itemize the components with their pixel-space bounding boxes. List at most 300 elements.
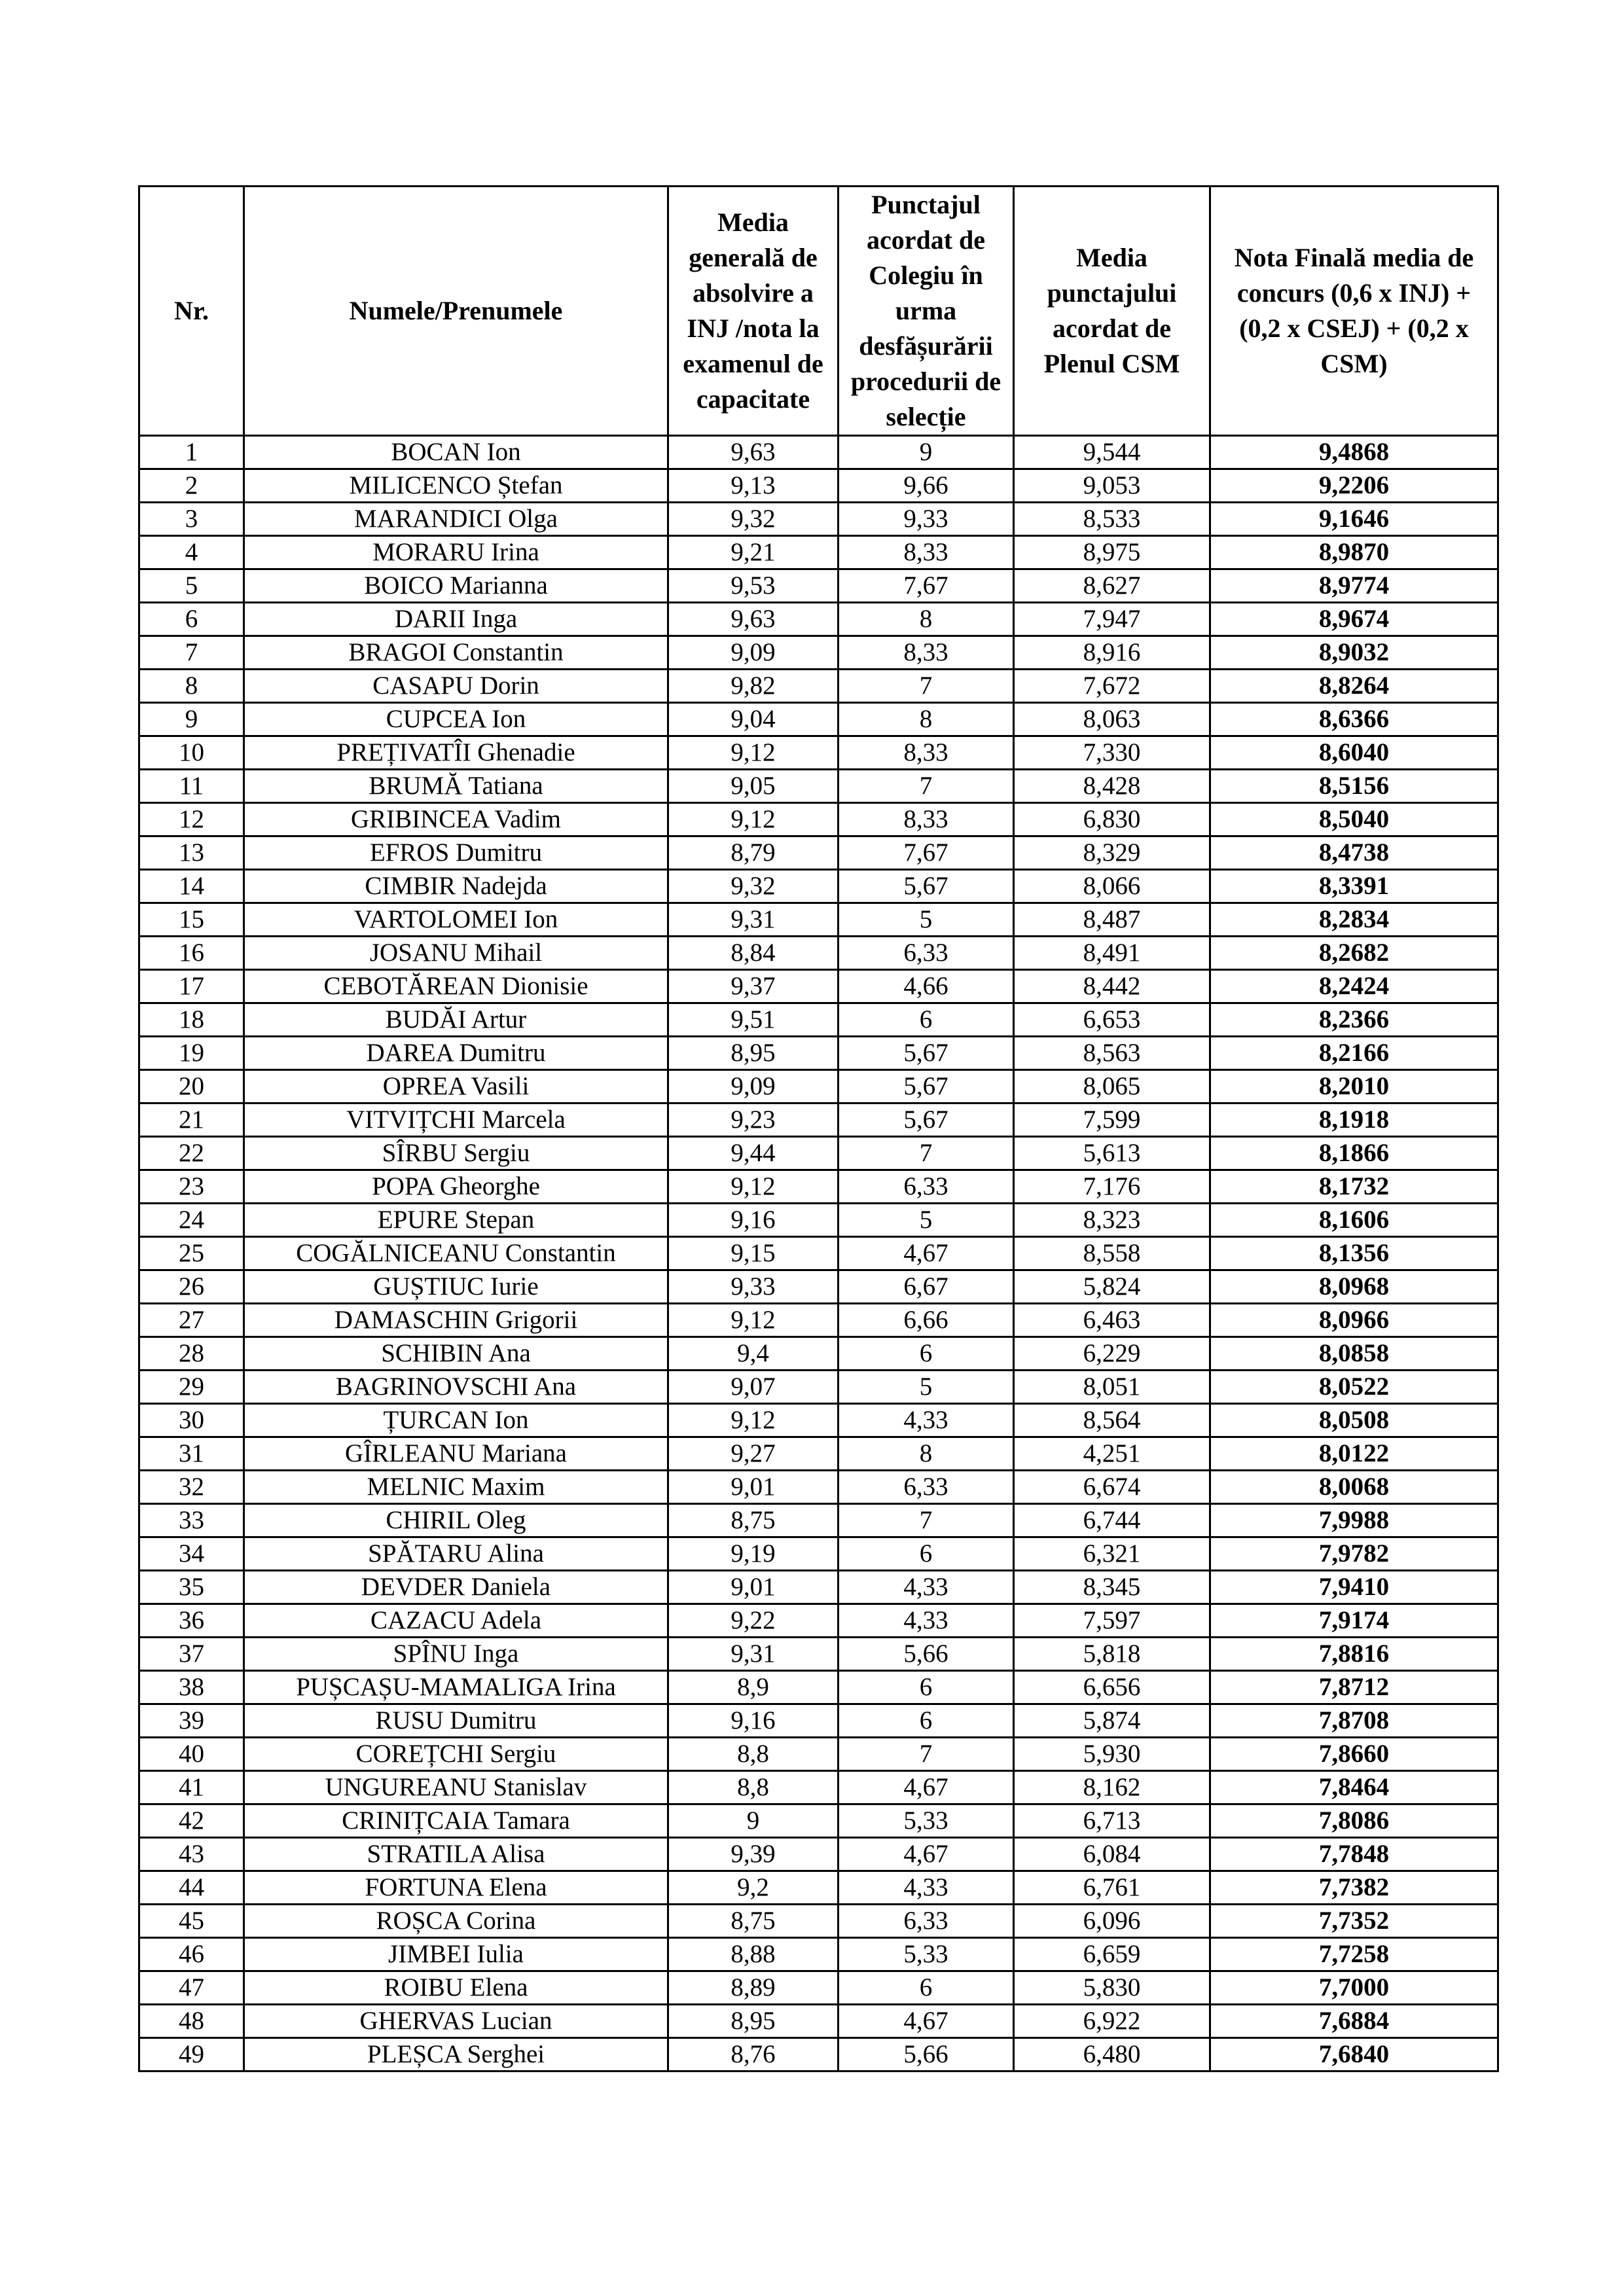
cell-csm: 8,066 (1014, 870, 1210, 903)
cell-inj: 8,75 (668, 1504, 839, 1537)
cell-college: 5,66 (839, 1638, 1014, 1671)
cell-final: 7,8712 (1210, 1671, 1498, 1704)
cell-inj: 9,31 (668, 1638, 839, 1671)
cell-college: 5 (839, 903, 1014, 937)
cell-name: SPĂTARU Alina (244, 1537, 668, 1571)
table-row (139, 1170, 1498, 1204)
cell-final: 7,6884 (1210, 2005, 1498, 2038)
cell-csm: 7,597 (1014, 1604, 1210, 1638)
cell-final: 8,0068 (1210, 1471, 1498, 1504)
cell-inj: 9,33 (668, 1270, 839, 1304)
cell-final: 8,0522 (1210, 1371, 1498, 1404)
cell-final: 8,0966 (1210, 1304, 1498, 1337)
cell-nr: 20 (139, 1070, 244, 1103)
cell-college: 5,33 (839, 1804, 1014, 1838)
cell-csm: 5,874 (1014, 1704, 1210, 1738)
cell-csm: 8,627 (1014, 569, 1210, 603)
cell-inj: 9,16 (668, 1704, 839, 1738)
cell-college: 6 (839, 1337, 1014, 1371)
cell-inj: 9,63 (668, 603, 839, 636)
cell-nr: 34 (139, 1537, 244, 1571)
cell-nr: 39 (139, 1704, 244, 1738)
cell-nr: 8 (139, 670, 244, 703)
header-final-grade: Nota Finală media de concurs (0,6 x INJ) + (0,2 x CSEJ) + (0,2 x CSM) (1210, 187, 1498, 436)
cell-csm: 8,428 (1014, 770, 1210, 803)
table-row (139, 1204, 1498, 1237)
cell-csm: 5,824 (1014, 1270, 1210, 1304)
table-row (139, 1003, 1498, 1037)
table-row (139, 1571, 1498, 1604)
cell-college: 8,33 (839, 736, 1014, 770)
cell-final: 7,9410 (1210, 1571, 1498, 1604)
cell-college: 5,67 (839, 1070, 1014, 1103)
table-row (139, 1070, 1498, 1103)
cell-csm: 7,599 (1014, 1103, 1210, 1137)
table-body (139, 436, 1498, 2072)
cell-final: 8,1606 (1210, 1204, 1498, 1237)
table-row (139, 569, 1498, 603)
cell-college: 7,67 (839, 569, 1014, 603)
cell-name: CIMBIR Nadejda (244, 870, 668, 903)
cell-inj: 9,82 (668, 670, 839, 703)
cell-final: 8,1732 (1210, 1170, 1498, 1204)
table-row (139, 1371, 1498, 1404)
cell-inj: 9,01 (668, 1471, 839, 1504)
cell-inj: 8,9 (668, 1671, 839, 1704)
cell-name: COGĂLNICEANU Constantin (244, 1237, 668, 1270)
cell-final: 9,1646 (1210, 503, 1498, 536)
header-name: Numele/Prenumele (244, 187, 668, 436)
cell-final: 7,9782 (1210, 1537, 1498, 1571)
cell-final: 8,0968 (1210, 1270, 1498, 1304)
cell-nr: 24 (139, 1204, 244, 1237)
cell-nr: 1 (139, 436, 244, 469)
table-row (139, 1905, 1498, 1938)
cell-name: POPA Gheorghe (244, 1170, 668, 1204)
cell-nr: 22 (139, 1137, 244, 1170)
cell-csm: 8,491 (1014, 937, 1210, 970)
cell-inj: 9,12 (668, 1404, 839, 1437)
cell-final: 8,0122 (1210, 1437, 1498, 1471)
cell-final: 7,8086 (1210, 1804, 1498, 1838)
table-row (139, 1704, 1498, 1738)
cell-final: 8,1918 (1210, 1103, 1498, 1137)
cell-nr: 48 (139, 2005, 244, 2038)
cell-csm: 8,487 (1014, 903, 1210, 937)
cell-college: 8 (839, 1437, 1014, 1471)
cell-nr: 21 (139, 1103, 244, 1137)
table-row (139, 1938, 1498, 1971)
cell-csm: 5,930 (1014, 1738, 1210, 1771)
cell-csm: 5,830 (1014, 1971, 1210, 2005)
cell-college: 9,66 (839, 469, 1014, 503)
cell-csm: 8,063 (1014, 703, 1210, 736)
cell-inj: 9,07 (668, 1371, 839, 1404)
table-row (139, 1971, 1498, 2005)
cell-final: 7,8464 (1210, 1771, 1498, 1804)
cell-csm: 4,251 (1014, 1437, 1210, 1471)
table-row (139, 469, 1498, 503)
cell-inj: 8,8 (668, 1771, 839, 1804)
cell-name: OPREA Vasili (244, 1070, 668, 1103)
cell-college: 6,66 (839, 1304, 1014, 1337)
cell-college: 5,67 (839, 1103, 1014, 1137)
cell-name: CEBOTĂREAN Dionisie (244, 970, 668, 1003)
cell-inj: 9,05 (668, 770, 839, 803)
cell-csm: 6,674 (1014, 1471, 1210, 1504)
cell-nr: 26 (139, 1270, 244, 1304)
header-nr: Nr. (139, 187, 244, 436)
table-row (139, 1270, 1498, 1304)
cell-final: 9,2206 (1210, 469, 1498, 503)
cell-nr: 13 (139, 836, 244, 870)
cell-name: GHERVAS Lucian (244, 2005, 668, 2038)
cell-inj: 9,63 (668, 436, 839, 469)
cell-name: DAMASCHIN Grigorii (244, 1304, 668, 1337)
cell-inj: 9,21 (668, 536, 839, 569)
cell-college: 8,33 (839, 636, 1014, 670)
cell-nr: 36 (139, 1604, 244, 1638)
table-row (139, 536, 1498, 569)
header-inj-average: Media generală de absolvire a INJ /nota la examenul de capacitate (668, 187, 839, 436)
cell-nr: 42 (139, 1804, 244, 1838)
cell-nr: 12 (139, 803, 244, 836)
cell-name: BOICO Marianna (244, 569, 668, 603)
cell-college: 8 (839, 603, 1014, 636)
cell-inj: 9,31 (668, 903, 839, 937)
cell-inj: 9,44 (668, 1137, 839, 1170)
cell-college: 7 (839, 1504, 1014, 1537)
cell-csm: 6,830 (1014, 803, 1210, 836)
cell-final: 8,2366 (1210, 1003, 1498, 1037)
cell-csm: 6,229 (1014, 1337, 1210, 1371)
cell-csm: 9,544 (1014, 436, 1210, 469)
table-row (139, 603, 1498, 636)
table-row (139, 836, 1498, 870)
cell-inj: 9,27 (668, 1437, 839, 1471)
cell-csm: 8,563 (1014, 1037, 1210, 1070)
cell-name: MILICENCO Ștefan (244, 469, 668, 503)
cell-college: 6,33 (839, 1905, 1014, 1938)
header-college-score: Punctajul acordat de Colegiu în urma desfășurării procedurii de selecție (839, 187, 1014, 436)
cell-nr: 19 (139, 1037, 244, 1070)
cell-csm: 6,084 (1014, 1838, 1210, 1871)
cell-inj: 8,95 (668, 1037, 839, 1070)
cell-college: 5,67 (839, 1037, 1014, 1070)
cell-college: 4,33 (839, 1871, 1014, 1905)
table-row (139, 803, 1498, 836)
cell-csm: 6,656 (1014, 1671, 1210, 1704)
cell-final: 7,8816 (1210, 1638, 1498, 1671)
table-row (139, 970, 1498, 1003)
table-row (139, 1604, 1498, 1638)
cell-csm: 7,330 (1014, 736, 1210, 770)
cell-inj: 9,04 (668, 703, 839, 736)
cell-final: 8,6366 (1210, 703, 1498, 736)
cell-name: UNGUREANU Stanislav (244, 1771, 668, 1804)
cell-college: 4,67 (839, 1771, 1014, 1804)
cell-nr: 31 (139, 1437, 244, 1471)
cell-inj: 9,12 (668, 1304, 839, 1337)
cell-college: 6,33 (839, 937, 1014, 970)
cell-name: COREȚCHI Sergiu (244, 1738, 668, 1771)
cell-csm: 8,533 (1014, 503, 1210, 536)
cell-csm: 8,558 (1014, 1237, 1210, 1270)
cell-final: 8,9032 (1210, 636, 1498, 670)
cell-csm: 6,922 (1014, 2005, 1210, 2038)
cell-nr: 18 (139, 1003, 244, 1037)
cell-name: GÎRLEANU Mariana (244, 1437, 668, 1471)
cell-final: 8,1866 (1210, 1137, 1498, 1170)
cell-nr: 4 (139, 536, 244, 569)
cell-nr: 3 (139, 503, 244, 536)
cell-csm: 8,051 (1014, 1371, 1210, 1404)
cell-csm: 6,480 (1014, 2038, 1210, 2072)
cell-name: JIMBEI Iulia (244, 1938, 668, 1971)
cell-name: MELNIC Maxim (244, 1471, 668, 1504)
cell-inj: 9,15 (668, 1237, 839, 1270)
cell-name: DAREA Dumitru (244, 1037, 668, 1070)
cell-name: CASAPU Dorin (244, 670, 668, 703)
cell-final: 8,0858 (1210, 1337, 1498, 1371)
cell-name: CHIRIL Oleg (244, 1504, 668, 1537)
cell-college: 4,33 (839, 1604, 1014, 1638)
cell-college: 6,33 (839, 1170, 1014, 1204)
cell-college: 8 (839, 703, 1014, 736)
table-row (139, 736, 1498, 770)
cell-college: 8,33 (839, 803, 1014, 836)
cell-inj: 9,01 (668, 1571, 839, 1604)
cell-nr: 28 (139, 1337, 244, 1371)
table-row (139, 703, 1498, 736)
cell-csm: 6,761 (1014, 1871, 1210, 1905)
cell-nr: 16 (139, 937, 244, 970)
cell-csm: 7,176 (1014, 1170, 1210, 1204)
cell-final: 8,9870 (1210, 536, 1498, 569)
cell-final: 7,7382 (1210, 1871, 1498, 1905)
cell-inj: 8,89 (668, 1971, 839, 2005)
table-row (139, 1537, 1498, 1571)
cell-college: 7 (839, 770, 1014, 803)
cell-nr: 37 (139, 1638, 244, 1671)
cell-inj: 8,88 (668, 1938, 839, 1971)
cell-nr: 29 (139, 1371, 244, 1404)
cell-final: 8,5156 (1210, 770, 1498, 803)
cell-inj: 9,32 (668, 870, 839, 903)
cell-nr: 45 (139, 1905, 244, 1938)
cell-college: 4,66 (839, 970, 1014, 1003)
cell-csm: 8,329 (1014, 836, 1210, 870)
cell-college: 4,67 (839, 2005, 1014, 2038)
cell-college: 7 (839, 1137, 1014, 1170)
cell-name: RUSU Dumitru (244, 1704, 668, 1738)
cell-final: 7,7352 (1210, 1905, 1498, 1938)
table-row (139, 2038, 1498, 2072)
cell-final: 9,4868 (1210, 436, 1498, 469)
cell-final: 8,5040 (1210, 803, 1498, 836)
cell-nr: 9 (139, 703, 244, 736)
cell-inj: 8,95 (668, 2005, 839, 2038)
cell-csm: 9,053 (1014, 469, 1210, 503)
table-row (139, 636, 1498, 670)
cell-final: 8,1356 (1210, 1237, 1498, 1270)
table-row (139, 1471, 1498, 1504)
cell-college: 6 (839, 1704, 1014, 1738)
table-row (139, 503, 1498, 536)
cell-csm: 8,065 (1014, 1070, 1210, 1103)
cell-csm: 7,947 (1014, 603, 1210, 636)
cell-csm: 8,162 (1014, 1771, 1210, 1804)
table-row (139, 1404, 1498, 1437)
cell-csm: 8,916 (1014, 636, 1210, 670)
cell-nr: 27 (139, 1304, 244, 1337)
cell-csm: 5,818 (1014, 1638, 1210, 1671)
cell-inj: 9,53 (668, 569, 839, 603)
cell-name: DARII Inga (244, 603, 668, 636)
table-row (139, 1237, 1498, 1270)
cell-college: 7,67 (839, 836, 1014, 870)
cell-csm: 8,442 (1014, 970, 1210, 1003)
table-row (139, 1337, 1498, 1371)
cell-inj: 9,4 (668, 1337, 839, 1371)
cell-csm: 8,345 (1014, 1571, 1210, 1604)
table-row (139, 1037, 1498, 1070)
cell-final: 8,6040 (1210, 736, 1498, 770)
cell-college: 7 (839, 670, 1014, 703)
cell-inj: 9,12 (668, 803, 839, 836)
cell-name: PREȚIVATÎI Ghenadie (244, 736, 668, 770)
cell-name: SÎRBU Sergiu (244, 1137, 668, 1170)
cell-nr: 6 (139, 603, 244, 636)
cell-csm: 6,744 (1014, 1504, 1210, 1537)
cell-inj: 9 (668, 1804, 839, 1838)
cell-nr: 30 (139, 1404, 244, 1437)
cell-nr: 38 (139, 1671, 244, 1704)
table-row (139, 1838, 1498, 1871)
table-row (139, 2005, 1498, 2038)
cell-college: 4,33 (839, 1404, 1014, 1437)
cell-name: GRIBINCEA Vadim (244, 803, 668, 836)
cell-inj: 9,39 (668, 1838, 839, 1871)
cell-inj: 8,76 (668, 2038, 839, 2072)
cell-name: VITVIȚCHI Marcela (244, 1103, 668, 1137)
cell-inj: 9,16 (668, 1204, 839, 1237)
cell-college: 6 (839, 1671, 1014, 1704)
cell-college: 9 (839, 436, 1014, 469)
cell-college: 6 (839, 1537, 1014, 1571)
cell-college: 5,67 (839, 870, 1014, 903)
cell-nr: 17 (139, 970, 244, 1003)
cell-name: SCHIBIN Ana (244, 1337, 668, 1371)
cell-nr: 10 (139, 736, 244, 770)
cell-college: 6,67 (839, 1270, 1014, 1304)
cell-final: 8,3391 (1210, 870, 1498, 903)
cell-name: ROȘCA Corina (244, 1905, 668, 1938)
table-row (139, 1871, 1498, 1905)
table-row (139, 1137, 1498, 1170)
cell-inj: 9,13 (668, 469, 839, 503)
cell-final: 7,7000 (1210, 1971, 1498, 2005)
table-row (139, 670, 1498, 703)
cell-nr: 23 (139, 1170, 244, 1204)
cell-nr: 25 (139, 1237, 244, 1270)
cell-name: ROIBU Elena (244, 1971, 668, 2005)
cell-inj: 9,37 (668, 970, 839, 1003)
cell-college: 5,66 (839, 2038, 1014, 2072)
header-csm-average: Media punctajului acordat de Plenul CSM (1014, 187, 1210, 436)
cell-csm: 6,713 (1014, 1804, 1210, 1838)
cell-name: VARTOLOMEI Ion (244, 903, 668, 937)
cell-final: 7,8660 (1210, 1738, 1498, 1771)
cell-nr: 11 (139, 770, 244, 803)
header-row (139, 187, 1498, 436)
cell-nr: 2 (139, 469, 244, 503)
cell-final: 8,8264 (1210, 670, 1498, 703)
cell-nr: 5 (139, 569, 244, 603)
cell-name: EPURE Stepan (244, 1204, 668, 1237)
cell-inj: 9,12 (668, 736, 839, 770)
cell-nr: 44 (139, 1871, 244, 1905)
cell-final: 7,7258 (1210, 1938, 1498, 1971)
cell-name: MORARU Irina (244, 536, 668, 569)
cell-inj: 9,2 (668, 1871, 839, 1905)
cell-college: 4,67 (839, 1838, 1014, 1871)
cell-csm: 7,672 (1014, 670, 1210, 703)
cell-csm: 6,321 (1014, 1537, 1210, 1571)
cell-college: 4,67 (839, 1237, 1014, 1270)
cell-nr: 15 (139, 903, 244, 937)
table-row (139, 1103, 1498, 1137)
cell-name: ȚURCAN Ion (244, 1404, 668, 1437)
cell-college: 5,33 (839, 1938, 1014, 1971)
cell-inj: 8,84 (668, 937, 839, 970)
table-row (139, 436, 1498, 469)
cell-name: PUȘCAȘU-MAMALIGA Irina (244, 1671, 668, 1704)
cell-name: FORTUNA Elena (244, 1871, 668, 1905)
cell-final: 8,2682 (1210, 937, 1498, 970)
cell-name: BOCAN Ion (244, 436, 668, 469)
cell-inj: 9,22 (668, 1604, 839, 1638)
cell-final: 8,9674 (1210, 603, 1498, 636)
cell-final: 8,2010 (1210, 1070, 1498, 1103)
cell-inj: 9,51 (668, 1003, 839, 1037)
cell-inj: 9,19 (668, 1537, 839, 1571)
cell-inj: 9,12 (668, 1170, 839, 1204)
cell-csm: 5,613 (1014, 1137, 1210, 1170)
cell-nr: 32 (139, 1471, 244, 1504)
cell-nr: 35 (139, 1571, 244, 1604)
cell-nr: 14 (139, 870, 244, 903)
cell-nr: 43 (139, 1838, 244, 1871)
cell-final: 8,2834 (1210, 903, 1498, 937)
table-row (139, 1437, 1498, 1471)
cell-final: 8,0508 (1210, 1404, 1498, 1437)
table-row (139, 1804, 1498, 1838)
cell-college: 7 (839, 1738, 1014, 1771)
cell-college: 8,33 (839, 536, 1014, 569)
table-row (139, 1304, 1498, 1337)
cell-inj: 9,32 (668, 503, 839, 536)
cell-final: 7,9174 (1210, 1604, 1498, 1638)
cell-name: CRINIȚCAIA Tamara (244, 1804, 668, 1838)
cell-name: PLEȘCA Serghei (244, 2038, 668, 2072)
cell-nr: 33 (139, 1504, 244, 1537)
table-row (139, 1771, 1498, 1804)
table-row (139, 1638, 1498, 1671)
cell-final: 8,9774 (1210, 569, 1498, 603)
table-row (139, 1504, 1498, 1537)
cell-csm: 8,564 (1014, 1404, 1210, 1437)
